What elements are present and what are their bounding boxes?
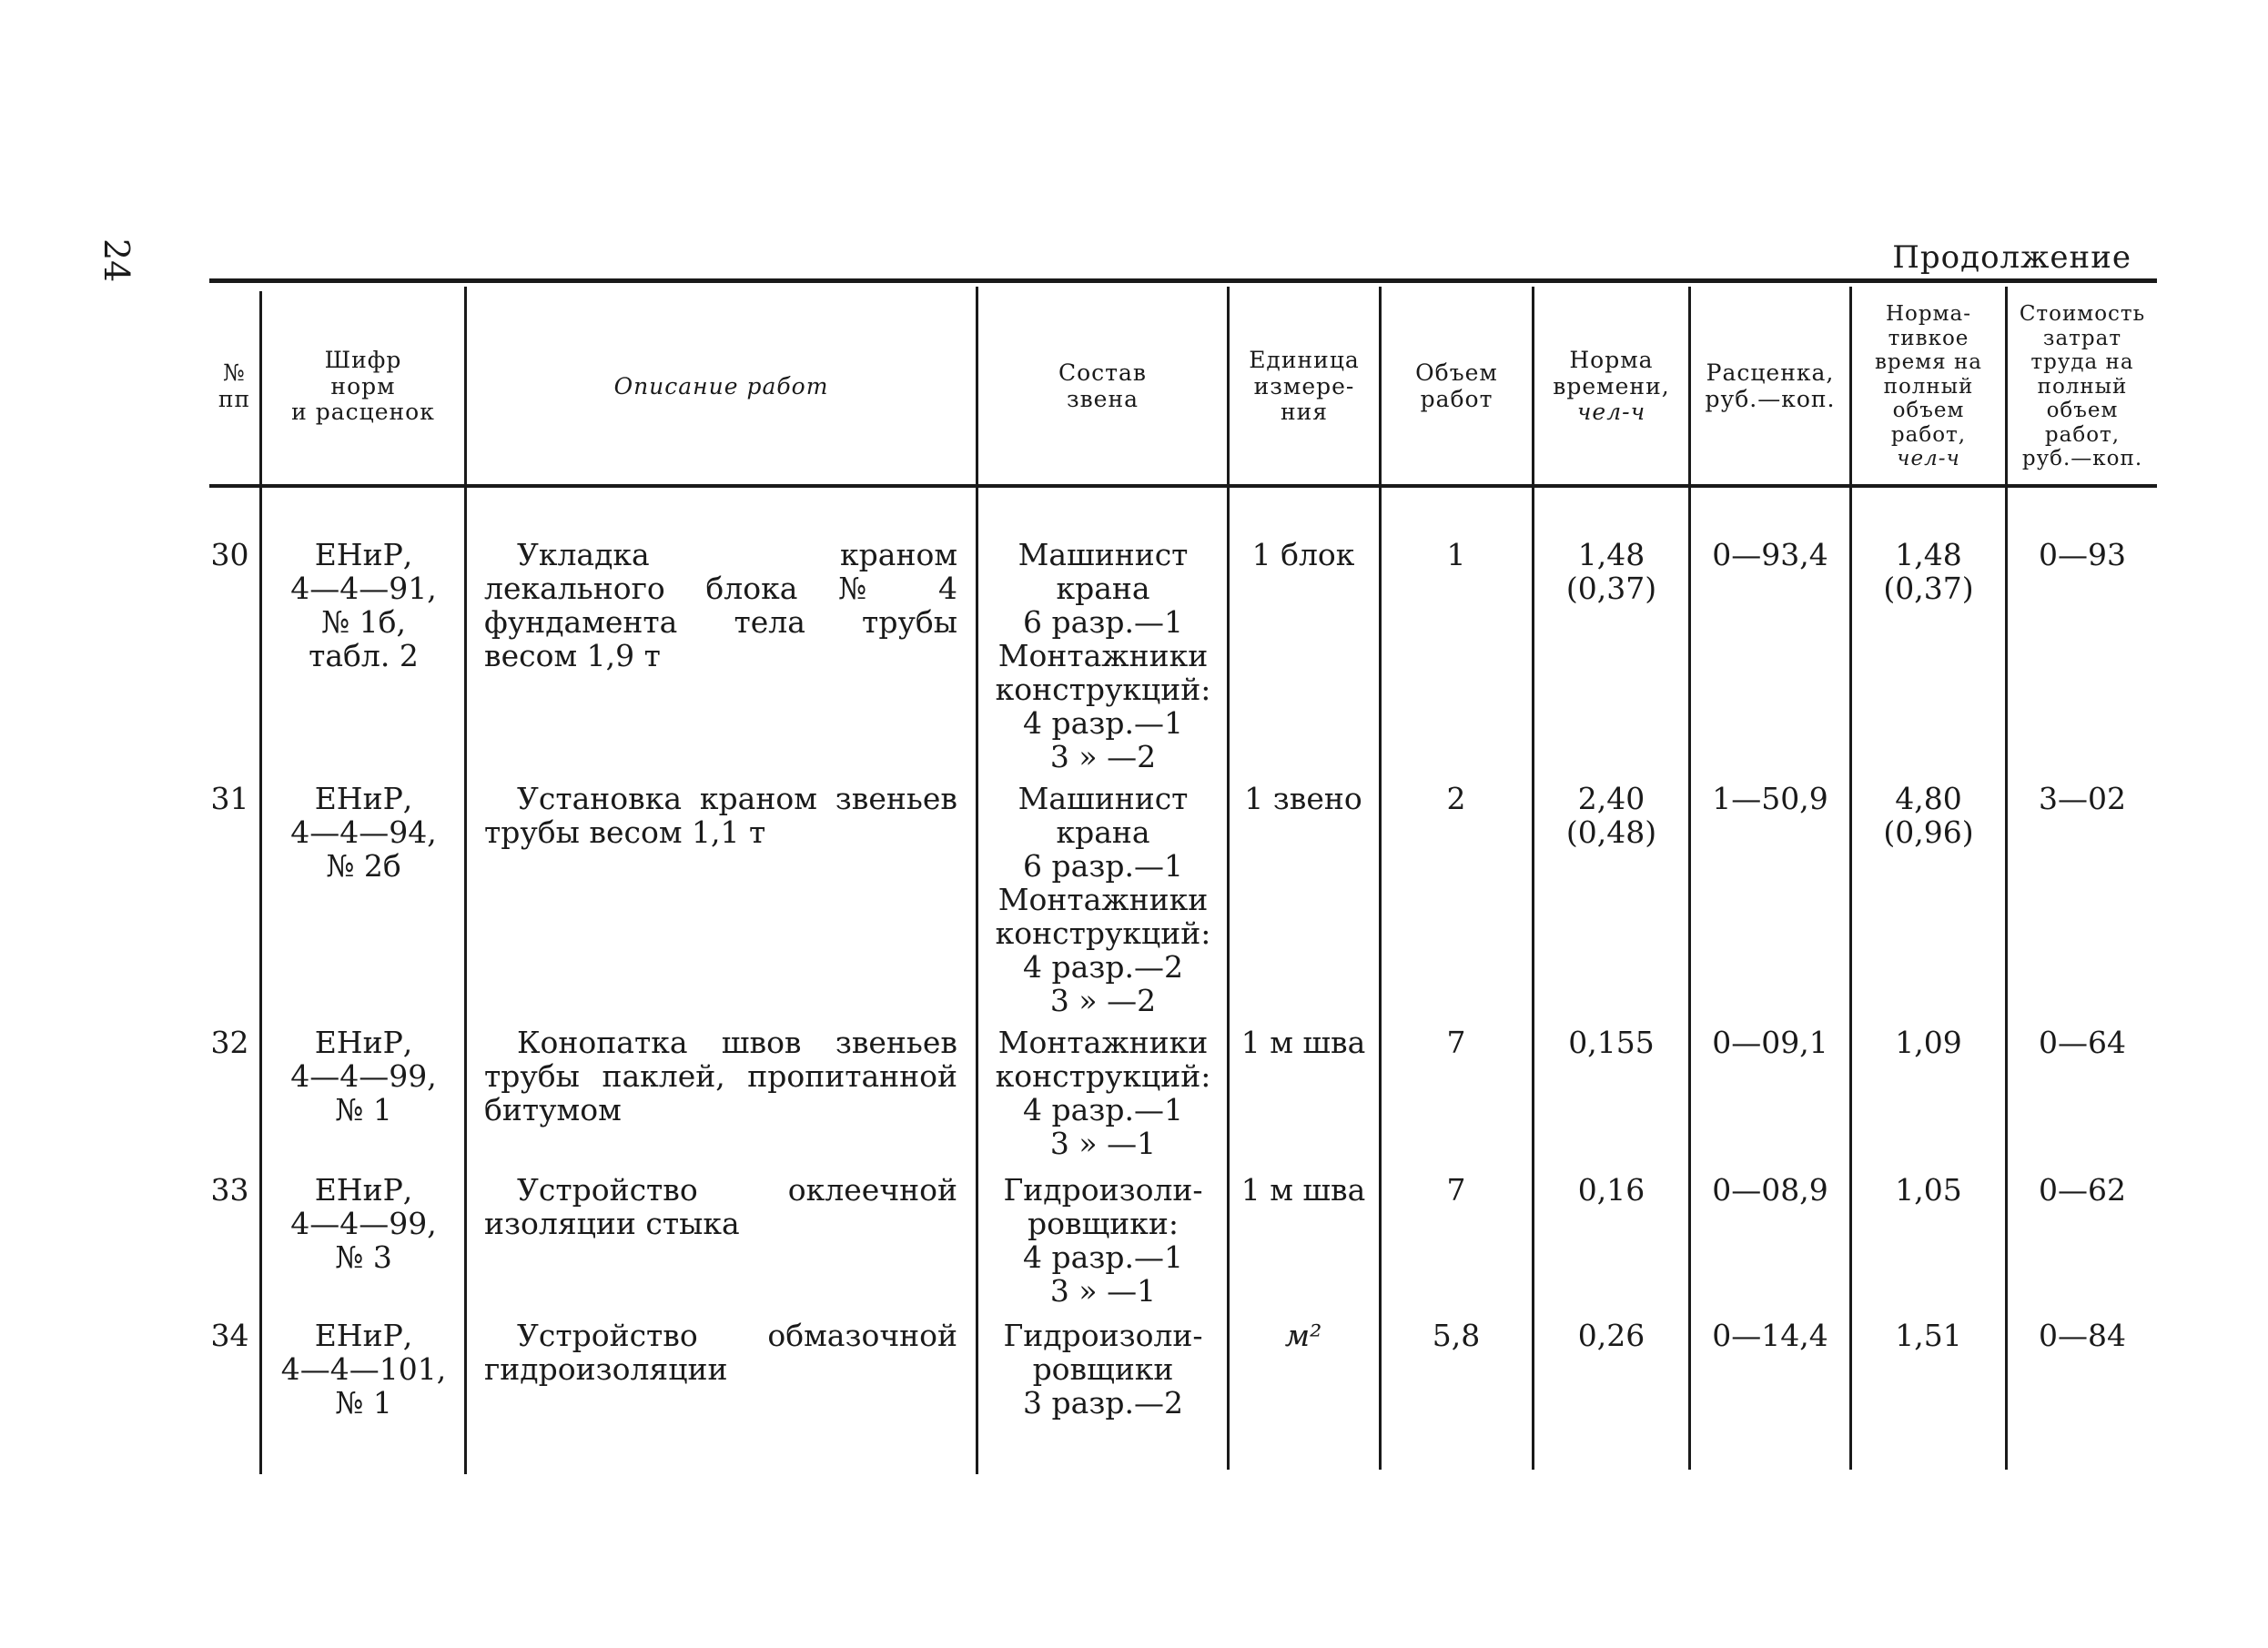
- header-bottom-rule: [209, 484, 2157, 488]
- row-code: ЕНиР, 4—4—94, № 2б: [290, 781, 437, 884]
- row-volume: 1: [1446, 537, 1466, 572]
- row-cost: 0—62: [2039, 1172, 2126, 1208]
- row-crew: Машинист крана 6 разр.—1 Монтажники конструкций: 4 разр.—2 3 » —2: [995, 781, 1211, 1018]
- row-crew: Гидроизоли- ровщики: 4 разр.—1 3 » —1: [1003, 1172, 1203, 1309]
- row-rate: 0—93,4: [1712, 537, 1828, 572]
- row-rate: 0—09,1: [1712, 1025, 1828, 1060]
- header-full-time-unit: чел-ч: [1897, 447, 1960, 471]
- header-volume: Объем работ: [1415, 359, 1498, 412]
- header-code: Шифр норм и расценок: [291, 346, 435, 426]
- row-num: 34: [210, 1318, 249, 1353]
- header-full-time: [1852, 291, 2005, 482]
- row-norm-time: 0,155: [1568, 1025, 1655, 1060]
- header-norm-time-label: Норма времени,: [1553, 346, 1670, 399]
- table-top-rule: [209, 278, 2157, 283]
- header-num: № пп: [218, 359, 251, 412]
- header-cost: Стоимость затрат труда на полный объем работ, руб.—коп.: [2019, 302, 2146, 471]
- row-full-time: 1,48 (0,37): [1883, 537, 1974, 606]
- header-norm-time: [1534, 291, 1688, 482]
- row-norm-time: 2,40 (0,48): [1565, 781, 1657, 850]
- row-description: Устройство оклеечной изоляции стыка: [484, 1172, 957, 1241]
- row-cost: 0—64: [2039, 1025, 2126, 1060]
- row-num: 31: [210, 781, 249, 816]
- continued-label: Продолжение: [1892, 239, 2131, 276]
- row-rate: 1—50,9: [1712, 781, 1828, 816]
- row-norm-time: 0,26: [1577, 1318, 1645, 1353]
- row-crew: Машинист крана 6 разр.—1 Монтажники конструкций: 4 разр.—1 3 » —2: [995, 537, 1211, 774]
- row-num: 33: [210, 1172, 249, 1208]
- row-unit: м²: [1284, 1318, 1322, 1353]
- row-crew: Гидроизоли- ровщики 3 разр.—2: [1003, 1318, 1203, 1421]
- header-norm-time-unit: чел-ч: [1576, 399, 1646, 426]
- row-description: Устройство обмазочной гидроизоляции: [484, 1318, 957, 1387]
- row-full-time: 1,51: [1895, 1318, 1962, 1353]
- row-rate: 0—14,4: [1712, 1318, 1828, 1353]
- row-unit: 1 м шва: [1240, 1172, 1366, 1208]
- page-number: 24: [96, 238, 137, 283]
- row-description: Укладка краном лекального блока № 4 фундамента тела трубы весом 1,9 т: [484, 537, 957, 673]
- row-full-time: 1,09: [1895, 1025, 1962, 1060]
- row-num: 32: [210, 1025, 249, 1060]
- row-description: Установка краном звеньев трубы весом 1,1 т: [484, 781, 957, 850]
- row-crew: Монтажники конструкций: 4 разр.—1 3 » —1: [995, 1025, 1211, 1161]
- row-unit: 1 звено: [1244, 781, 1362, 816]
- row-description: Конопатка швов звеньев трубы паклей, пропитанной битумом: [484, 1025, 957, 1127]
- row-volume: 7: [1446, 1025, 1466, 1060]
- row-code: ЕНиР, 4—4—91, № 1б, табл. 2: [290, 537, 437, 673]
- header-full-time-label: Норма- тивкое время на полный объем работ,: [1874, 302, 1983, 447]
- row-cost: 0—84: [2039, 1318, 2126, 1353]
- row-num: 30: [210, 537, 249, 572]
- row-unit: 1 м шва: [1240, 1025, 1366, 1060]
- row-full-time: 1,05: [1895, 1172, 1962, 1208]
- row-norm-time: 0,16: [1577, 1172, 1645, 1208]
- row-volume: 7: [1446, 1172, 1466, 1208]
- row-code: ЕНиР, 4—4—101, № 1: [280, 1318, 447, 1421]
- row-volume: 5,8: [1432, 1318, 1481, 1353]
- row-volume: 2: [1446, 781, 1466, 816]
- header-unit: Единица измере- ния: [1249, 346, 1360, 426]
- row-code: ЕНиР, 4—4—99, № 3: [290, 1172, 437, 1275]
- row-code: ЕНиР, 4—4—99, № 1: [290, 1025, 437, 1127]
- row-rate: 0—08,9: [1712, 1172, 1828, 1208]
- row-cost: 3—02: [2039, 781, 2126, 816]
- header-rate: Расценка, руб.—коп.: [1705, 359, 1836, 412]
- row-norm-time: 1,48 (0,37): [1565, 537, 1657, 606]
- header-crew: Состав звена: [1058, 359, 1147, 412]
- row-unit: 1 блок: [1251, 537, 1355, 572]
- row-full-time: 4,80 (0,96): [1883, 781, 1974, 850]
- row-cost: 0—93: [2039, 537, 2126, 572]
- header-description: Описание работ: [613, 372, 829, 399]
